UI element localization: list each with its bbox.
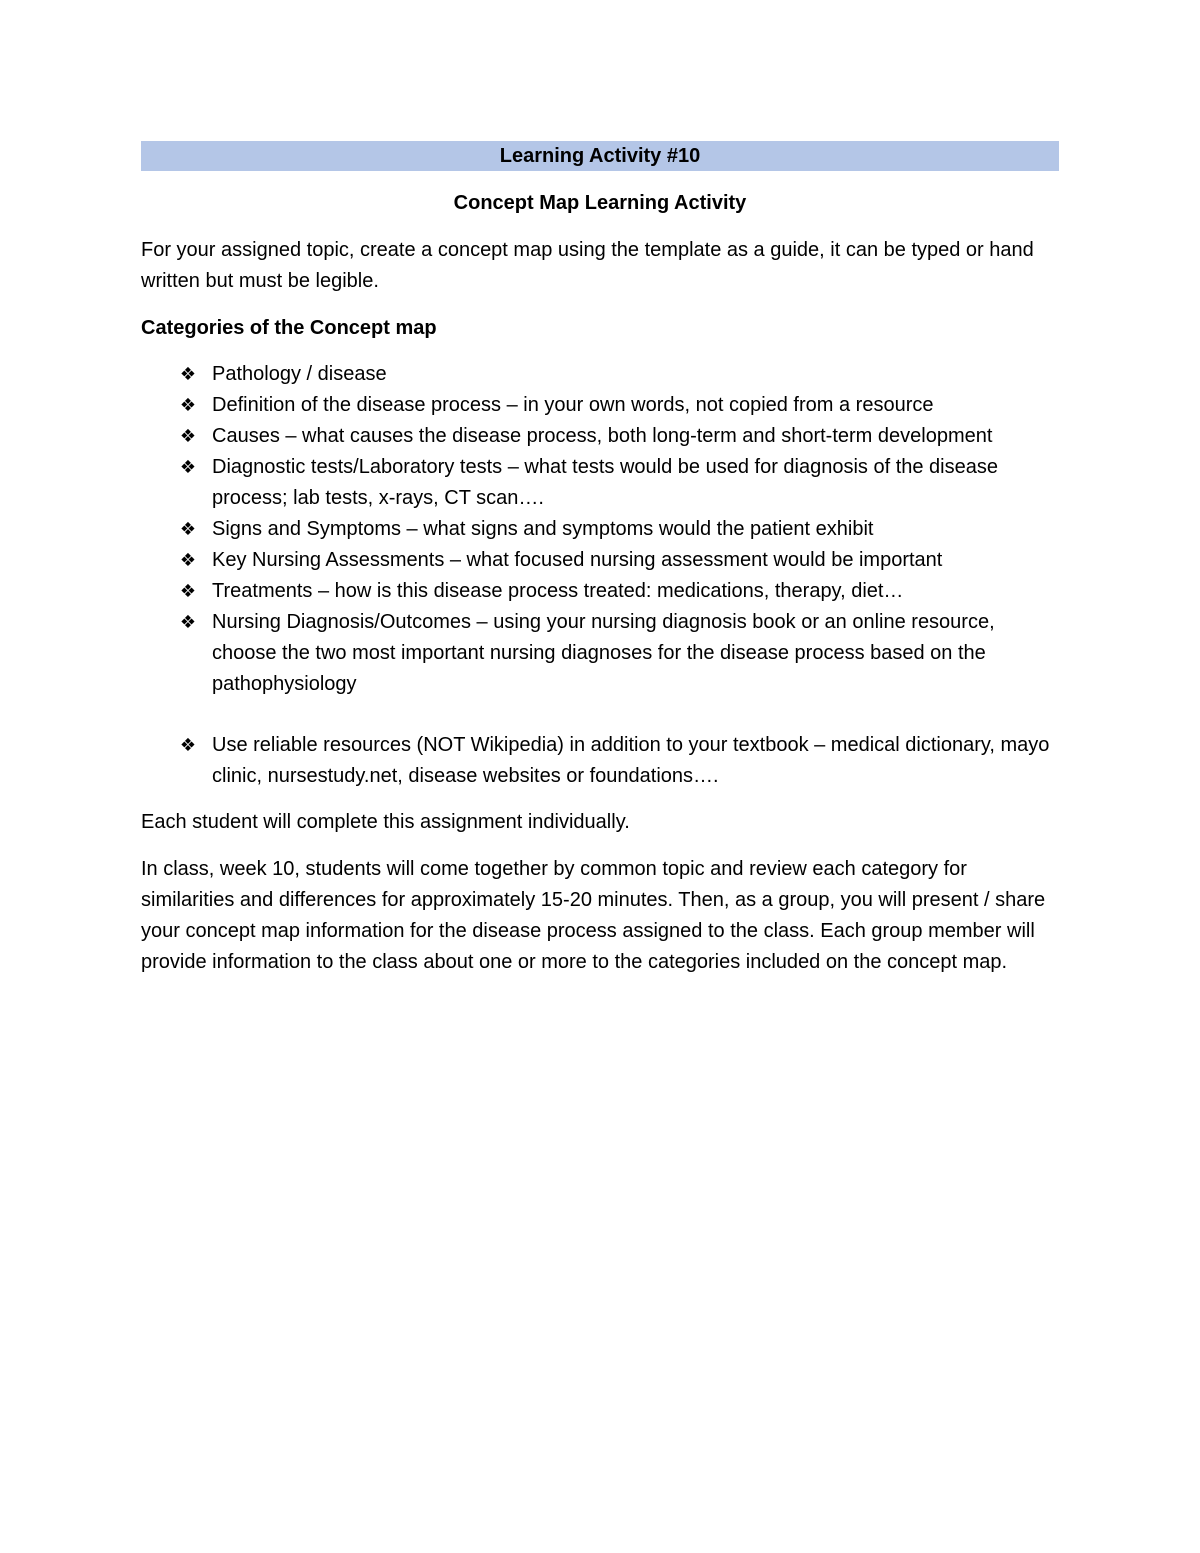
individual-note: Each student will complete this assignment individually. <box>141 811 630 833</box>
list-item <box>141 730 1059 792</box>
diamond-bullet-icon: ❖ <box>179 550 197 571</box>
diamond-bullet-icon: ❖ <box>179 612 197 633</box>
page-title: Learning Activity #10 <box>499 145 701 167</box>
list-item-text: Causes – what causes the disease process, both long-term and short-term development <box>212 425 993 447</box>
list-item-text: Use reliable resources (NOT Wikipedia) in addition to your textbook – medical dictionary, mayo clinic, nursestudy.net, disease websites or foundations…. <box>212 734 1050 787</box>
list-item <box>141 359 1059 390</box>
list-item-text: Pathology / disease <box>212 363 387 385</box>
diamond-bullet-icon: ❖ <box>179 581 197 602</box>
list-item <box>141 452 1059 514</box>
list-item-text: Definition of the disease process – in your own words, not copied from a resource <box>212 394 934 416</box>
list-item <box>141 514 1059 545</box>
list-item <box>141 607 1059 700</box>
diamond-bullet-icon: ❖ <box>179 735 197 756</box>
class-note: In class, week 10, students will come together by common topic and review each category for similarities and differences for approximately 15-20 minutes. Then, as a group, you will present / share your concept map information for the disease process assigned to the class. Each group member will provide information to the class about one or more to the categories included on the concept map. <box>141 858 1046 973</box>
list-item-text: Nursing Diagnosis/Outcomes – using your nursing diagnosis book or an online resource, choose the two most important nursing diagnoses for the disease process based on the pathophysiology <box>212 611 995 695</box>
subtitle: Concept Map Learning Activity <box>453 192 747 214</box>
list-item <box>141 545 1059 576</box>
header-bar <box>141 141 1059 171</box>
intro-paragraph: For your assigned topic, create a concept map using the template as a guide, it can be typed or hand written but must be legible. <box>141 239 1034 292</box>
list-item-text: Signs and Symptoms – what signs and symptoms would the patient exhibit <box>212 518 874 540</box>
diamond-bullet-icon: ❖ <box>179 426 197 447</box>
list-item-text: Key Nursing Assessments – what focused nursing assessment would be important <box>212 549 943 571</box>
list-item-text: Treatments – how is this disease process treated: medications, therapy, diet… <box>212 580 904 602</box>
categories-heading: Categories of the Concept map <box>141 317 437 339</box>
diamond-bullet-icon: ❖ <box>179 364 197 385</box>
list-item <box>141 421 1059 452</box>
list-item-text: Diagnostic tests/Laboratory tests – what tests would be used for diagnosis of the disease process; lab tests, x-rays, CT scan…. <box>212 456 998 509</box>
list-item <box>141 576 1059 607</box>
categories-list <box>141 359 1059 792</box>
diamond-bullet-icon: ❖ <box>179 519 197 540</box>
diamond-bullet-icon: ❖ <box>179 457 197 478</box>
document-page <box>141 141 1059 978</box>
diamond-bullet-icon: ❖ <box>179 395 197 416</box>
list-item <box>141 390 1059 421</box>
